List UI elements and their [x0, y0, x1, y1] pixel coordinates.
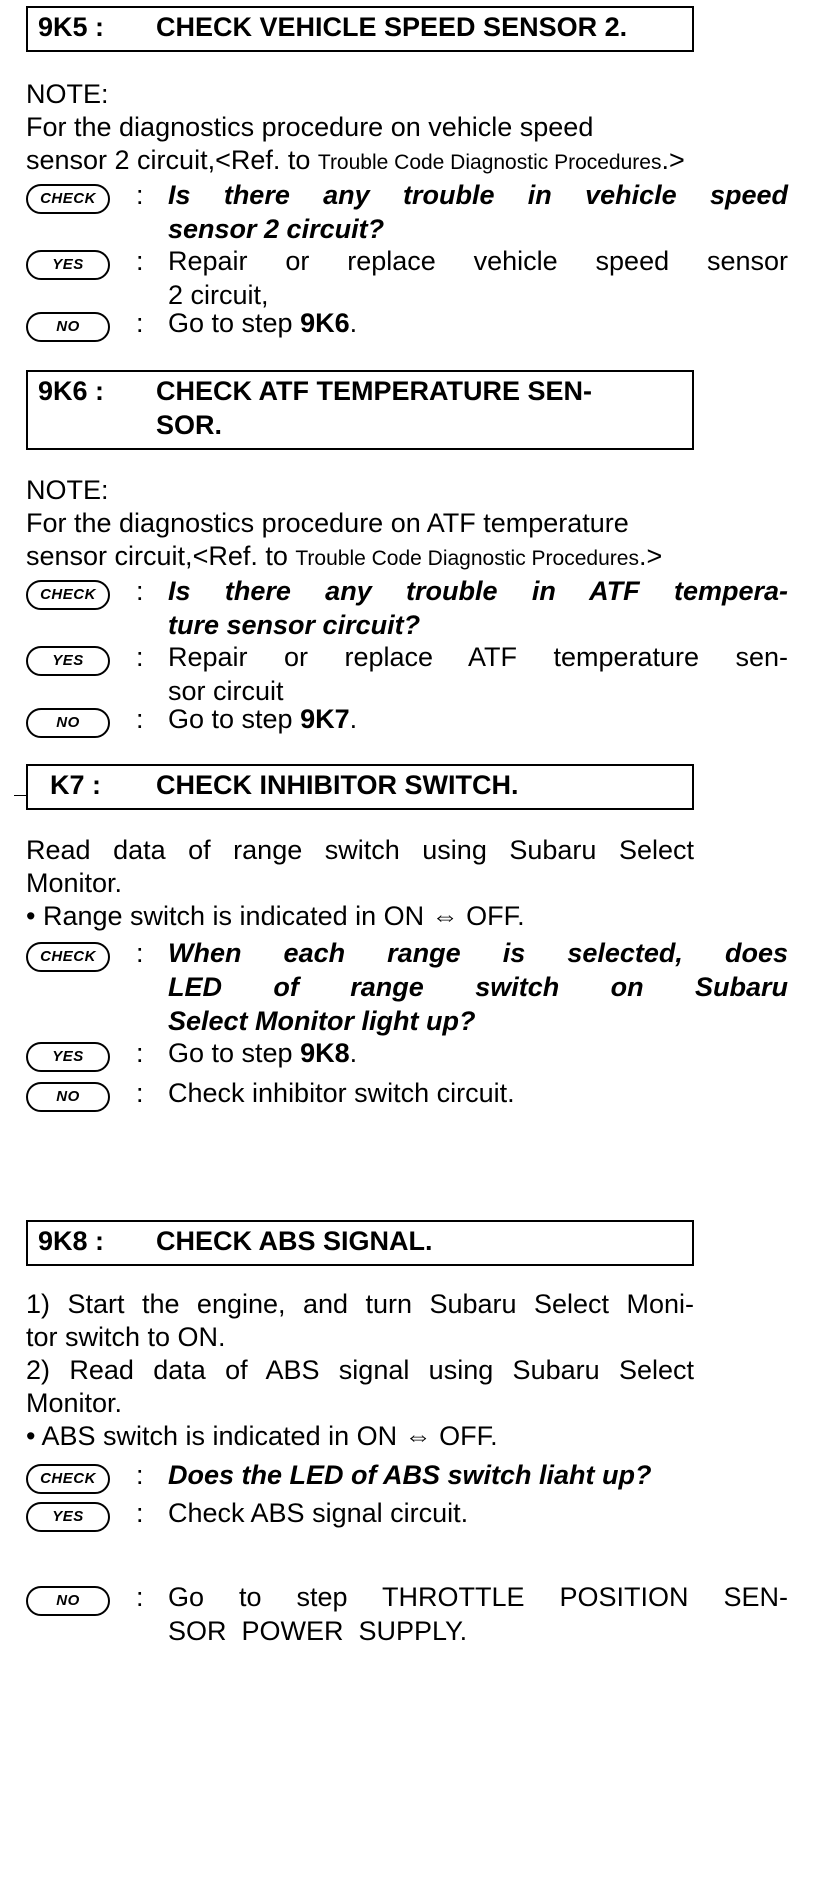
step-id: K7 :	[50, 770, 102, 800]
step-id: 9K8 :	[38, 1226, 105, 1256]
note-label: NOTE:	[26, 79, 109, 109]
yes-row: YES : Repair or replace ATF temperature sen- sor circuit	[26, 640, 786, 708]
yes-row: YES : Repair or replace vehicle speed sensor 2 circuit,	[26, 244, 786, 312]
step-header-9k8	[26, 1220, 694, 1266]
yes-action: Repair or replace ATF temperature sen- sor circuit	[168, 642, 788, 706]
step-header-9k6	[26, 370, 694, 450]
body-block-k7: Read data of range switch using Subaru Select Monitor. • Range switch is indicated in ON ⇔ OFF.	[26, 834, 806, 933]
yes-row: YES : Check ABS signal circuit.	[26, 1496, 786, 1530]
no-action: Go to step THROTTLE POSITION SEN- SOR POWER SUPPLY.	[168, 1582, 788, 1646]
check-row: CHECK : Does the LED of ABS switch liaht up?	[26, 1458, 786, 1492]
no-row: NO : Go to step 9K7.	[26, 702, 786, 736]
yes-badge-icon: YES	[26, 250, 110, 280]
step-id: 9K5 :	[38, 12, 105, 42]
no-row: NO : Check inhibitor switch circuit.	[26, 1076, 786, 1110]
step-title: CHECK ABS SIGNAL.	[156, 1226, 433, 1256]
check-question: When each range is selected, does LED of range switch on Subaru Select Monitor light up?	[168, 938, 788, 1036]
yes-action: Go to step 9K8.	[168, 1038, 358, 1068]
bullet-icon: •	[26, 1421, 36, 1451]
no-badge-icon: NO	[26, 708, 110, 738]
ref-link[interactable]: Trouble Code Diagnostic Procedures	[295, 547, 639, 570]
bullet-item: • Range switch is indicated in ON ⇔ OFF.	[26, 901, 525, 931]
check-row: CHECK : Is there any trouble in vehicle speed sensor 2 circuit?	[26, 178, 786, 246]
note-block-9k6	[26, 474, 806, 575]
no-badge-icon: NO	[26, 312, 110, 342]
check-badge-icon: CHECK	[26, 942, 110, 972]
yes-badge-icon: YES	[26, 646, 110, 676]
step-link[interactable]: 9K6	[300, 308, 350, 338]
note-line: sensor circuit,<Ref. to Trouble Code Diagnostic Procedures.>	[26, 541, 663, 571]
no-row: NO : Go to step 9K6.	[26, 306, 786, 340]
no-row: NO : Go to step THROTTLE POSITION SEN- SOR POWER SUPPLY.	[26, 1580, 786, 1648]
note-line: For the diagnostics procedure on ATF temperature	[26, 508, 629, 538]
yes-action: Check ABS signal circuit.	[168, 1498, 469, 1528]
step-link[interactable]: 9K7	[300, 704, 350, 734]
no-action: Check inhibitor switch circuit.	[168, 1078, 515, 1108]
check-badge-icon: CHECK	[26, 184, 110, 214]
note-line: sensor 2 circuit,<Ref. to Trouble Code Diagnostic Procedures.>	[26, 145, 685, 175]
check-question: Is there any trouble in ATF tempera- ture sensor circuit?	[168, 576, 788, 640]
bullet-icon: •	[26, 901, 36, 931]
no-badge-icon: NO	[26, 1082, 110, 1112]
no-action: Go to step 9K7.	[168, 704, 358, 734]
check-row: CHECK : Is there any trouble in ATF tempera- ture sensor circuit?	[26, 574, 786, 642]
check-row: CHECK : When each range is selected, does LED of range switch on Subaru Select Monitor light up?	[26, 936, 786, 1038]
check-badge-icon: CHECK	[26, 580, 110, 610]
note-label: NOTE:	[26, 475, 109, 505]
no-action: Go to step 9K6.	[168, 308, 358, 338]
note-line: For the diagnostics procedure on vehicle speed	[26, 112, 594, 142]
step-id: 9K6 :	[38, 376, 105, 406]
step-link[interactable]: 9K8	[300, 1038, 350, 1068]
step-header-k7	[26, 764, 694, 810]
check-question: Is there any trouble in vehicle speed sensor 2 circuit?	[168, 180, 788, 244]
yes-row: YES : Go to step 9K8.	[26, 1036, 786, 1070]
step-title: CHECK INHIBITOR SWITCH.	[156, 770, 519, 800]
yes-badge-icon: YES	[26, 1042, 110, 1072]
no-badge-icon: NO	[26, 1586, 110, 1616]
ref-link[interactable]: Trouble Code Diagnostic Procedures	[317, 151, 662, 174]
yes-action: Repair or replace vehicle speed sensor 2 circuit,	[168, 246, 788, 310]
bullet-item: • ABS switch is indicated in ON ⇔ OFF.	[26, 1421, 498, 1451]
step-title: CHECK VEHICLE SPEED SENSOR 2.	[156, 12, 628, 42]
margin-mark	[14, 795, 26, 796]
step-header-9k5	[26, 6, 694, 52]
check-badge-icon: CHECK	[26, 1464, 110, 1494]
check-question: Does the LED of ABS switch liaht up?	[168, 1460, 652, 1490]
body-block-9k8: 1) Start the engine, and turn Subaru Select Moni- tor switch to ON. 2) Read data of ABS signal using Subaru Select Monitor. • ABS switch is indicated in ON ⇔ OFF.	[26, 1288, 806, 1453]
note-block-9k5	[26, 78, 806, 179]
yes-badge-icon: YES	[26, 1502, 110, 1532]
step-title: CHECK ATF TEMPERATURE SEN- SOR.	[156, 376, 592, 440]
